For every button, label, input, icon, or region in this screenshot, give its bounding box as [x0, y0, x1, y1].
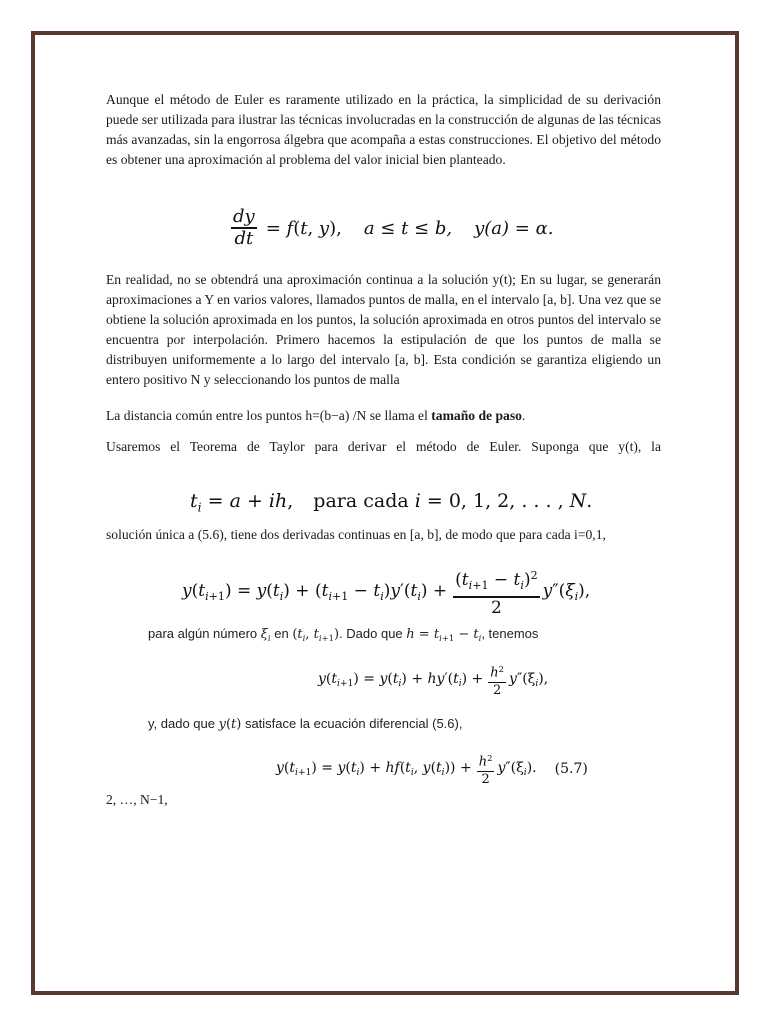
solucion-text: solución única a (5.6), tiene dos derivadas continuas en [a, b], de modo que para cada i=0,1, — [106, 527, 606, 542]
paragraph-solucion — [106, 525, 661, 545]
tail-text: 2, …, N−1, — [106, 792, 168, 807]
equation-5-7: $y(t_{i+1}) = y(t_i) + hf(t_i$, $y(t_i)$) + $\frac{h^2}{2}$ $y''(\xi_i)$. (5.7) — [276, 746, 588, 792]
para-algun-line: para algún número $\xi_i$ en ($t_i$, $t_{i+1}$). Dado que $h = t_{i+1} - t_i$, tenemos — [148, 626, 539, 643]
distancia-text: La distancia común entre los puntos h=(b−a) /N se llama el — [106, 408, 432, 423]
y-dado-text: y, dado que — [148, 716, 219, 731]
para-algun-en: en — [270, 626, 293, 641]
dy-dt-fraction: $\frac{dy}{dt}$ — [233, 206, 255, 249]
para-algun-tenemos: , tenemos — [481, 626, 539, 641]
taylor-fraction: $\frac{(t_{i+1} - t_i)^2}{2}$ — [455, 569, 538, 618]
paragraph-realidad — [106, 270, 661, 390]
h2-fraction: $\frac{h^2}{2}$ — [490, 664, 505, 698]
para-algun-text: para algún número — [148, 626, 261, 641]
equation-label: (5.7) — [554, 761, 588, 777]
mesh-word: para cada — [313, 490, 409, 512]
paragraph-tail — [106, 790, 661, 810]
realidad-text: En realidad, no se obtendrá una aproximación continua a la solución y(t); En su lugar, se generarán aproximaciones a Y en varios valores, llamados puntos de malla, en el intervalo [a, b]. Una vez que se obtiene la solución aproximada en los puntos, la solución aproximada en otros puntos del intervalo se encuentra por interpolación. Primero hacemos la estipulación de que los puntos de malla se distribuyen uniformemente a lo largo del intervalo [a, b]. Esta condición se garantiza eligiendo un entero positivo N y seleccionando los puntos de malla — [106, 272, 661, 387]
ode-equation: $\frac{dy}{dt}$ = f(t, y), a ≤ t ≤ b, y(a) = α. — [233, 206, 554, 249]
distancia-end: . — [521, 408, 526, 423]
paragraph-intro — [106, 90, 661, 170]
para-algun-dado: . Dado que — [339, 626, 407, 641]
euler-taylor-equation: $y(t_{i+1}) = y(t_i) + hy'(t_i)$ + $\frac{h^2}{2}$ $y''(\xi_i)$, — [318, 658, 548, 702]
taylor-text: Usaremos el Teorema de Taylor para derivar el método de Euler. Suponga que y(t), la — [106, 439, 661, 454]
paragraph-taylor — [106, 437, 661, 457]
intro-text: Aunque el método de Euler es raramente utilizado en la práctica, la simplicidad de su derivación puede ser utilizada para ilustrar las técnicas involucradas en la construcción de algunas de las técnicas más avanzadas, sin la engorrosa álgebra que acompaña a estas construcciones. El objetivo del método es obtener una aproximación al problema del valor inicial bien planteado. — [106, 92, 661, 167]
mesh-points-equation: $t_i = a$ + ih, para cada i = 0, 1, 2, . . . , N. — [190, 490, 593, 515]
y-dado-post: satisface la ecuación diferencial (5.6), — [241, 716, 463, 731]
taylor-expansion-equation: $y(t_{i+1}) = y(t_i) + (t_{i+1} - t_i)y'(t_i)$ + $\frac{(t_{i+1} - t_i)^2}{2}$ $y''(\xi_i)$, — [182, 566, 590, 618]
ode-conditions: a ≤ t ≤ b, — [363, 217, 453, 239]
y-dado-line: y, dado que y(t) satisface la ecuación diferencial (5.6), — [148, 716, 463, 732]
h2-fraction-57: $\frac{h^2}{2}$ — [478, 753, 493, 787]
tamano-paso-term: tamaño de paso — [431, 408, 522, 423]
ode-initial: y(a) = α. — [474, 217, 554, 239]
paragraph-distancia — [106, 406, 661, 426]
